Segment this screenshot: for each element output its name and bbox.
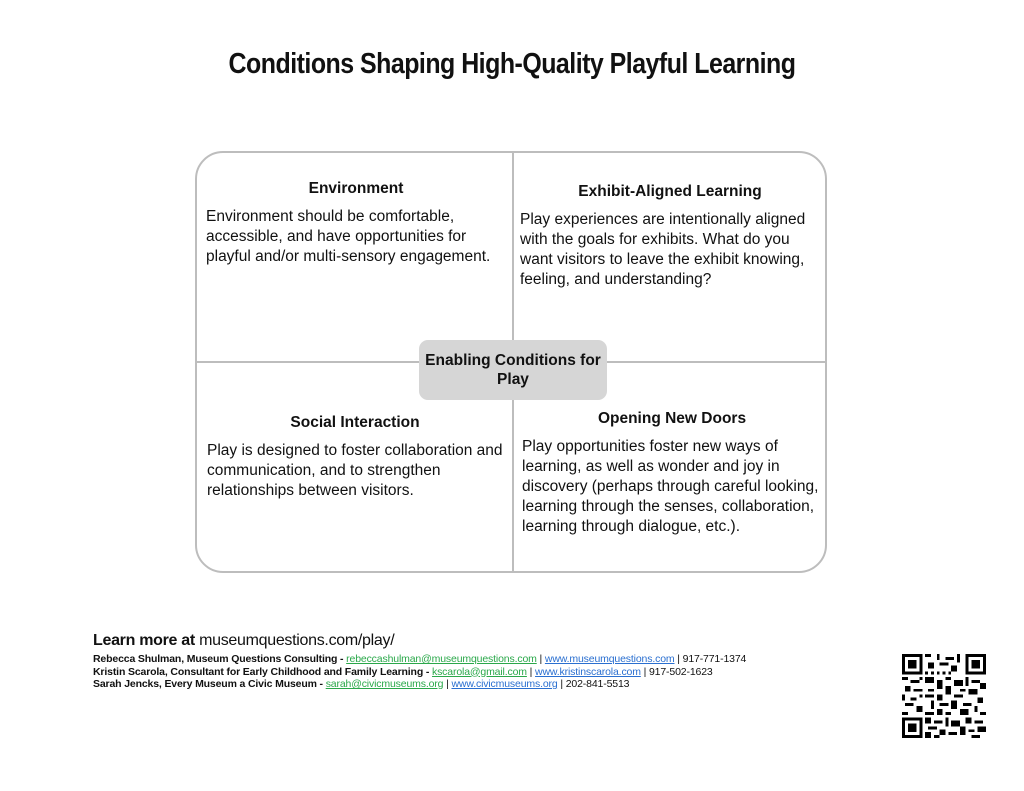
learn-more-label: Learn more at — [93, 632, 195, 649]
footer — [93, 632, 873, 691]
quadrant-text: Play is designed to foster collaboration and communication, and to strengthen relationships between visitors. — [207, 442, 503, 499]
credit-email-link[interactable]: kscarola@gmail.com — [431, 665, 527, 678]
quadrant-heading: Exhibit-Aligned Learning — [578, 183, 762, 200]
separator: | — [677, 653, 680, 665]
center-label-box: Enabling Conditions for Play — [419, 340, 607, 400]
separator: | — [529, 665, 533, 678]
quadrant-exhibit-aligned-learning — [520, 182, 820, 290]
separator: | — [446, 678, 449, 690]
credit-email-link[interactable]: rebeccashulman@museumquestions.com — [346, 653, 537, 665]
credit-email-link[interactable]: sarah@civicmuseums.org — [325, 678, 444, 690]
separator: | — [539, 653, 543, 665]
quadrant-text: Environment should be comfortable, accessible, and have opportunities for playful and/or multi-sensory engagement. — [206, 208, 491, 265]
credit-name: Sarah Jencks, Every Museum a Civic Museum - — [93, 678, 323, 690]
quadrant-heading: Social Interaction — [290, 414, 420, 431]
qr-code-icon — [902, 654, 986, 738]
credit-phone: 917-771-1374 — [682, 653, 747, 665]
credit-name: Rebecca Shulman, Museum Questions Consulting - — [93, 653, 344, 665]
quadrant-heading: Environment — [308, 180, 404, 197]
credit-website-link[interactable]: www.kristinscarola.com — [535, 665, 641, 678]
credit-name: Kristin Scarola, Consultant for Early Childhood and Family Learning - — [93, 665, 430, 678]
conditions-grid — [195, 151, 827, 573]
credit-line — [93, 678, 873, 691]
quadrant-social-interaction — [207, 413, 503, 501]
learn-more-line — [93, 632, 873, 650]
quadrant-opening-new-doors — [522, 409, 822, 537]
quadrant-text: Play experiences are intentionally aligned with the goals for exhibits. What do you want visitors to leave the exhibit knowing, feeling, and understanding? — [520, 211, 806, 288]
page-title: Conditions Shaping High-Quality Playful Learning — [228, 48, 796, 80]
quadrant-heading: Opening New Doors — [597, 410, 747, 427]
credit-website-link[interactable]: www.museumquestions.com — [544, 653, 675, 665]
quadrant-text: Play opportunities foster new ways of learning, as well as wonder and joy in discovery (perhaps through careful looking, learning through the senses, collaboration, learning through dialogue, etc.). — [522, 438, 819, 535]
credit-phone: 917-502-1623 — [648, 665, 713, 678]
quadrant-environment — [206, 179, 506, 267]
credit-line — [93, 653, 873, 666]
credit-website-link[interactable]: www.civicmuseums.org — [451, 678, 558, 690]
credit-line — [93, 666, 873, 679]
separator: | — [643, 665, 647, 678]
separator: | — [560, 678, 563, 690]
learn-more-url[interactable]: museumquestions.com/play/ — [199, 632, 395, 649]
credit-phone: 202-841-5513 — [565, 678, 630, 690]
